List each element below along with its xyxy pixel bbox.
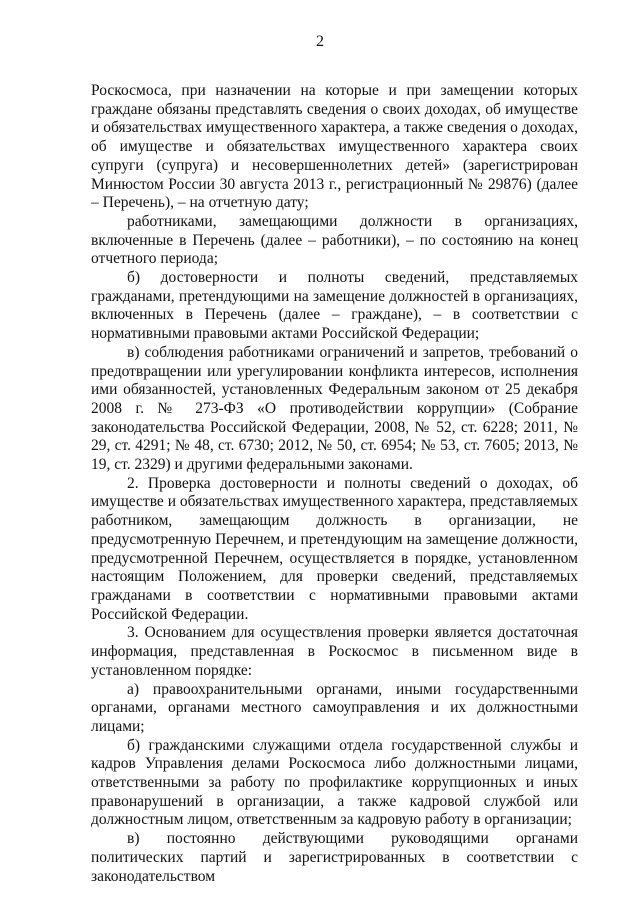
page-number: 2: [316, 33, 324, 50]
paragraph-workers: работниками, замещающими должности в организациях, включенные в Перечень (далее – работники), – по состоянию на конец отчетного периода;: [91, 212, 578, 268]
paragraph-b-citizens: б) достоверности и полноты сведений, представляемых гражданами, претендующими на замещение должностей в организациях, включенных в Перечень (далее – граждане), – в соответствии с нормативными правовыми актами Российской Федерации;: [91, 269, 578, 343]
paragraph-3-grounds: 3. Основанием для осуществления проверки является достаточная информация, представленная в Роскосмос в письменном виде в установленном порядке:: [91, 624, 578, 679]
document-body: [91, 82, 578, 886]
paragraph-2-verification: 2. Проверка достоверности и полноты сведений о доходах, об имуществе и обязательствах имущественного характера, представляемых работником, замещающим должность в организации, не предусмотренную Перечнем, и претендующим на замещение должности, предусмотренной Перечнем, осуществляется в порядке, установленном настоящим Положением, для проверки сведений, представляемых гражданами в соответствии с нормативными правовыми актами Российской Федерации.: [91, 474, 578, 623]
paragraph-v-political-parties: в) постоянно действующими руководящими органами политических партий и зарегистрированных в соответствии с законодательством: [91, 830, 578, 885]
paragraph-continuation: Роскосмоса, при назначении на которые и при замещении которых граждане обязаны представлять сведения о своих доходах, об имуществе и обязательствах имущественного характера, а также сведения о доходах, об имуществе и обязательствах имущественного характера своих супруги (супруга) и несовершеннолетних детей» (зарегистрирован Минюстом России 30 августа 2013 г., регистрационный № 29876) (далее – Перечень), – на отчетную дату;: [91, 82, 578, 212]
paragraph-v-compliance: в) соблюдения работниками ограничений и запретов, требований о предотвращении или урегулировании конфликта интересов, исполнения ими обязанностей, установленных Федеральным законом от 25 декабря 2008 г. № 273-ФЗ «О противодействии коррупции» (Собрание законодательства Российской Федерации, 2008, № 52, ст. 6228; 2011, № 29, ст. 4291; № 48, ст. 6730; 2012, № 50, ст. 6954; № 53, ст. 7605; 2013, № 19, ст. 2329) и другими федеральными законами.: [91, 343, 578, 474]
paragraph-a-law-enforcement: а) правоохранительными органами, иными государственными органами, органами местного самоуправления и их должностными лицами;: [91, 680, 578, 735]
paragraph-b-civil-servants: б) гражданскими служащими отдела государственной службы и кадров Управления делами Роскосмоса либо должностными лицами, ответственными за работу по профилактике коррупционных и иных правонарушений в организации, а также кадровой службой или должностным лицом, ответственным за кадровую работу в организации;: [91, 736, 578, 829]
